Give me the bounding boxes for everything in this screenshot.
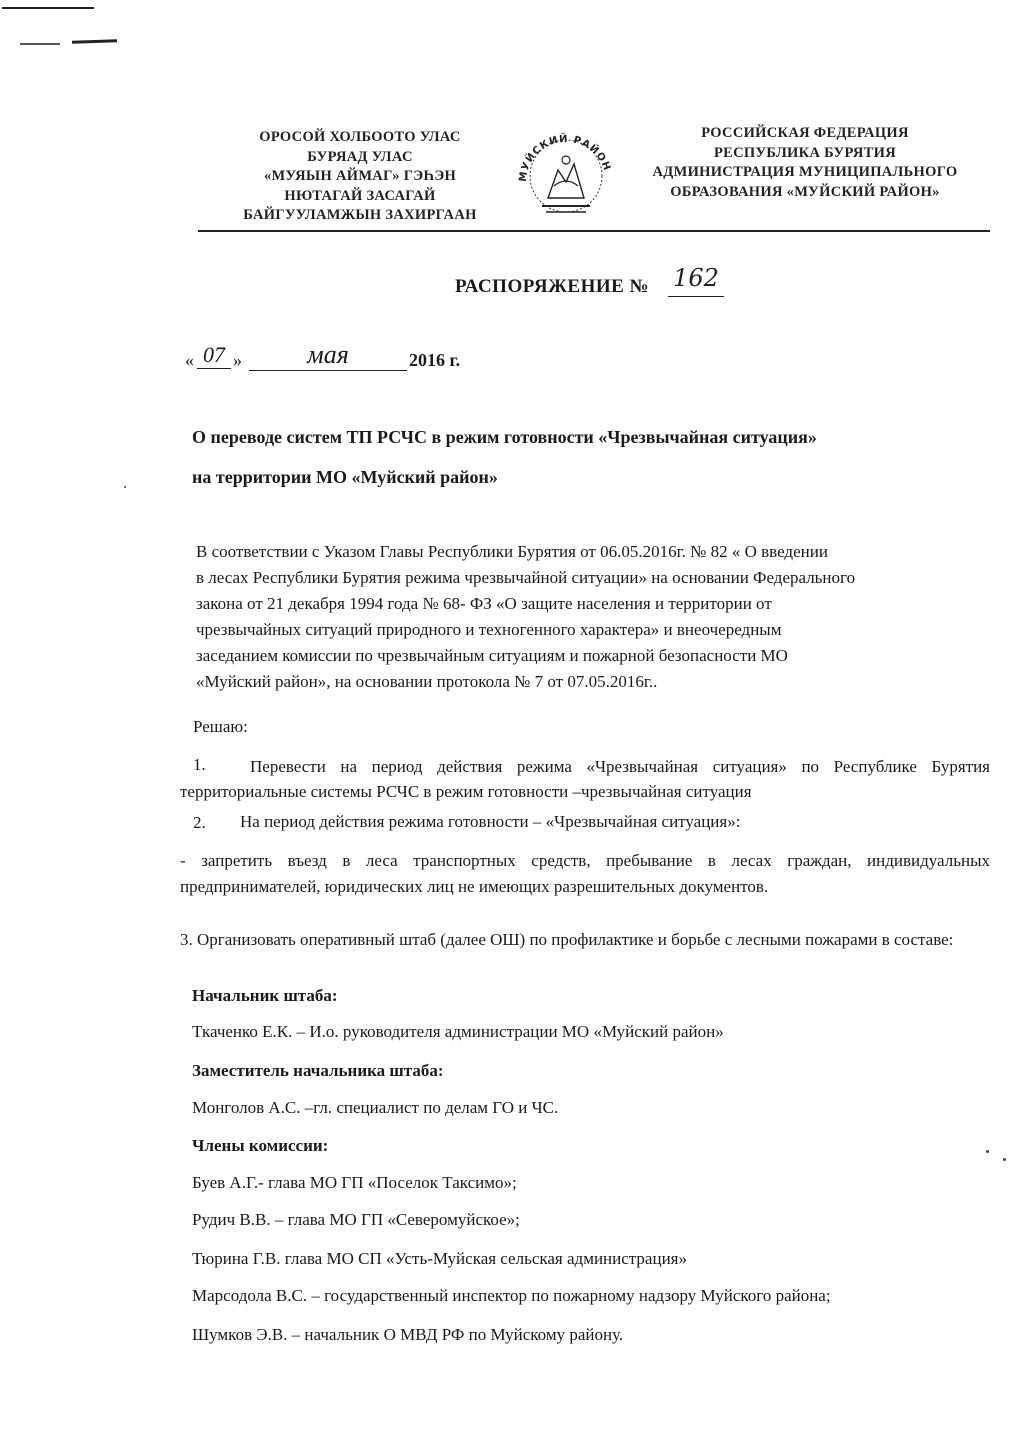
chief-label: Начальник штаба:	[192, 986, 338, 1005]
member-entry: Буев А.Г.- глава МО ГП «Поселок Таксимо»;	[192, 1173, 517, 1192]
header-right-line: РЕСПУБЛИКА БУРЯТИЯ	[714, 144, 896, 161]
emblem-text: МУЙСКИЙ РАЙОН	[517, 133, 613, 183]
header-right-line: АДМИНИСТРАЦИЯ МУНИЦИПАЛЬНОГО	[652, 164, 958, 180]
scan-mark	[20, 43, 60, 45]
subject-line: на территории МО «Муйский район»	[192, 467, 498, 487]
date-quote-close: »	[233, 350, 242, 370]
scan-mark	[72, 39, 117, 44]
date-month: мая	[249, 340, 407, 371]
preamble-line: заседанием комиссии по чрезвычайным ситуациям и пожарной безопасности МО	[196, 646, 788, 665]
preamble-paragraph	[180, 539, 990, 695]
scan-speck	[124, 486, 126, 488]
svg-text:МУЙСКИЙ РАЙОН	[518, 132, 613, 183]
preamble-line: в лесах Республики Бурятия режима чрезвычайной ситуации» на основании Федерального	[196, 568, 856, 587]
preamble-line: «Муйский район», на основании протокола № 7 от 07.05.2016г..	[196, 672, 658, 691]
hq-paragraph: 3. Организовать оперативный штаб (далее ОШ) по профилактике и борьбе с лесными пожарами в составе:	[180, 930, 954, 949]
header-left-line: НЮТАГАЙ ЗАСАГАЙ	[284, 187, 436, 204]
preamble-line: чрезвычайных ситуаций природного и техногенного характера» и внеочередным	[196, 620, 782, 639]
member-entry: Тюрина Г.В. глава МО СП «Усть-Муйская сельская администрация»	[192, 1249, 687, 1268]
date-day: 07	[197, 342, 231, 369]
header-left-line: БАЙГУУЛАМЖЫН ЗАХИРГААН	[243, 207, 477, 223]
district-emblem-icon	[512, 120, 620, 220]
scan-speck	[1003, 1158, 1006, 1161]
header-right-line: РОССИЙСКАЯ ФЕДЕРАЦИЯ	[701, 125, 909, 141]
header-buryat	[220, 128, 500, 226]
header-left-line: БУРЯАД УЛАС	[307, 148, 413, 165]
date-quote-open: «	[185, 350, 194, 370]
item-2-text: На период действия режима готовности – «Чрезвычайная ситуация»:	[240, 812, 741, 831]
date-year: 2016 г.	[409, 350, 461, 370]
header-left-line: «МУЯЫН АЙМАГ» ГЭҺЭН	[263, 168, 457, 184]
chief-entry: Ткаченко Е.К. – И.о. руководителя администрации МО «Муйский район»	[192, 1022, 724, 1041]
order-title: РАСПОРЯЖЕНИЕ №	[455, 276, 650, 297]
order-number: 162	[668, 264, 724, 297]
header-divider	[198, 230, 990, 232]
deputy-label: Заместитель начальника штаба:	[192, 1061, 444, 1080]
scan-mark	[2, 7, 94, 9]
scan-speck	[986, 1150, 989, 1153]
member-entry: Рудич В.В. – глава МО ГП «Северомуйское»;	[192, 1210, 520, 1229]
resolve-heading: Решаю:	[193, 717, 248, 736]
member-entry: Марсодола В.С. – государственный инспектор по пожарному надзору Муйского района;	[192, 1286, 831, 1305]
item-1-number: 1.	[193, 755, 206, 774]
item-2-number: 2.	[193, 813, 206, 832]
deputy-entry: Монголов А.С. –гл. специалист по делам ГО и ЧС.	[192, 1098, 559, 1117]
subject-line: О переводе систем ТП РСЧС в режим готовности «Чрезвычайная ситуация»	[192, 427, 817, 447]
restriction-paragraph: - запретить въезд в леса транспортных средств, пребывание в лесах граждан, индивидуальных предпринимателей, юридических лиц не имеющих разрешительных документов.	[180, 851, 990, 896]
preamble-line: закона от 21 декабря 1994 года № 68- ФЗ «О защите населения и территории от	[196, 594, 772, 613]
members-label: Члены комиссии:	[192, 1136, 329, 1155]
item-1-text: Перевести на период действия режима «Чрезвычайная ситуация» по Республике Бурятия территориальные системы РСЧС в режим готовности –чрезвычайная ситуация	[180, 757, 990, 801]
header-left-line: ОРОСОЙ ХОЛБООТО УЛАС	[259, 129, 461, 145]
member-entry: Шумков Э.В. – начальник О МВД РФ по Муйскому району.	[192, 1325, 624, 1344]
order-date	[185, 340, 485, 374]
preamble-line: В соответствии с Указом Главы Республики Бурятия от 06.05.2016г. № 82 « О введении	[196, 542, 828, 561]
header-russian	[640, 124, 970, 202]
header-right-line: ОБРАЗОВАНИЯ «МУЙСКИЙ РАЙОН»	[670, 183, 940, 200]
